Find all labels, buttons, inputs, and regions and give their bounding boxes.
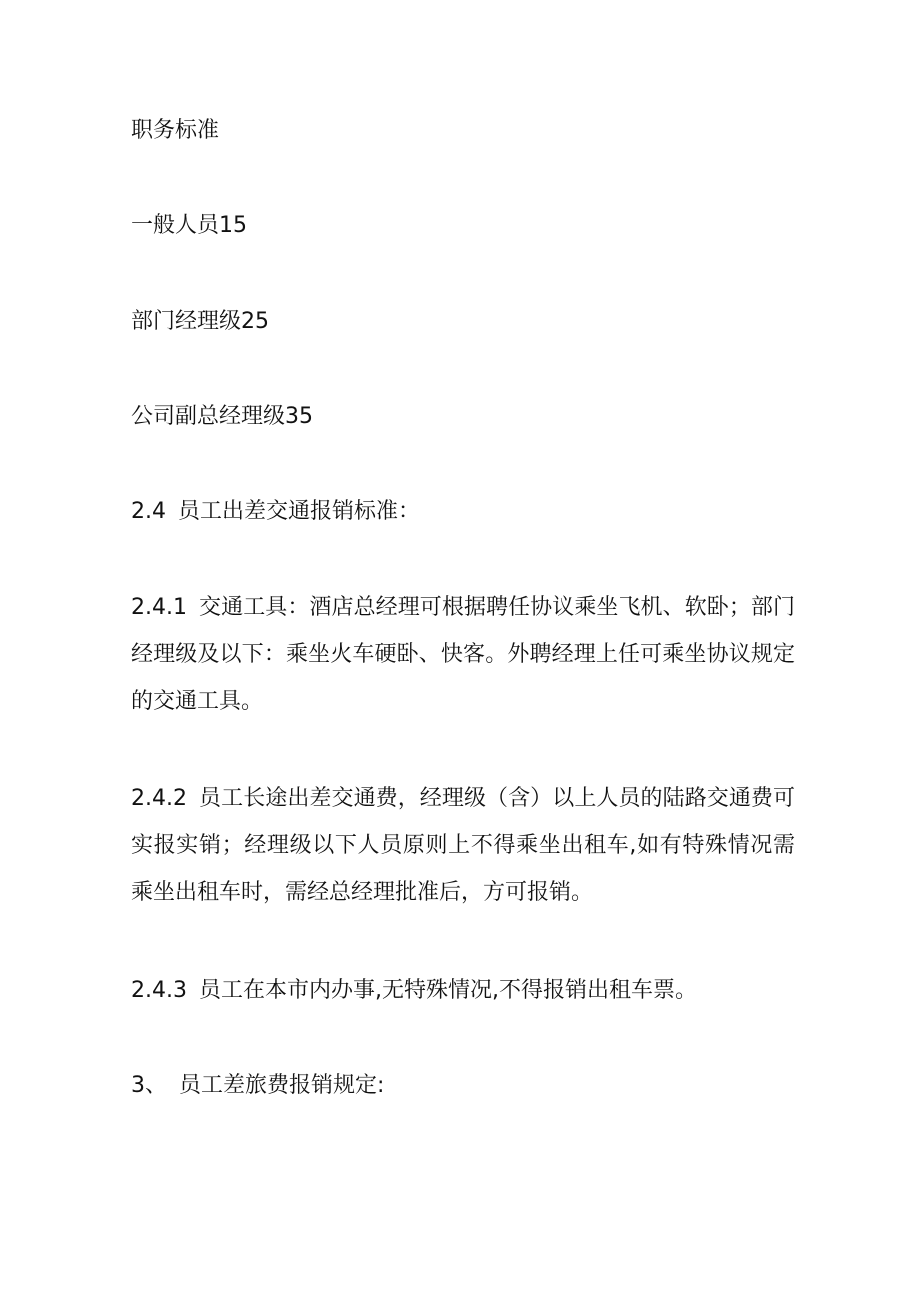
- section-2-4: [131, 488, 801, 535]
- section-text: 员工长途出差交通费，经理级（含）以上人员的陆路交通费可实报实销；经理级以下人员原则上不得乘坐出租车,如有特殊情况需乘坐出租车时，需经总经理批准后，方可报销。: [131, 786, 795, 905]
- section-text: 员工差旅费报销规定:: [179, 1073, 385, 1098]
- section-text: 员工在本市内办事,无特殊情况,不得报销出租车票。: [198, 978, 697, 1003]
- section-number: 3、: [131, 1073, 167, 1098]
- section-text: 交通工具：酒店总经理可根据聘任协议乘坐飞机、软卧；部门经理级及以下：乘坐火车硬卧、快客。外聘经理上任可乘坐协议规定的交通工具。: [131, 595, 795, 714]
- section-text: 员工出差交通报销标准：: [178, 499, 421, 524]
- section-number: 2.4.3: [131, 978, 187, 1003]
- standard-department-manager: 部门经理级25: [131, 309, 269, 334]
- section-2-4-2: [131, 775, 795, 916]
- section-2-4-1: [131, 584, 795, 725]
- standard-general-staff: 一般人员15: [131, 213, 247, 238]
- section-2-4-3: [131, 967, 801, 1014]
- standard-vice-general-manager: 公司副总经理级35: [131, 404, 313, 429]
- section-number: 2.4.2: [131, 786, 187, 811]
- section-number: 2.4: [131, 499, 166, 524]
- section-3: [131, 1062, 801, 1109]
- standard-header: 职务标准: [131, 118, 220, 143]
- section-number: 2.4.1: [131, 595, 187, 620]
